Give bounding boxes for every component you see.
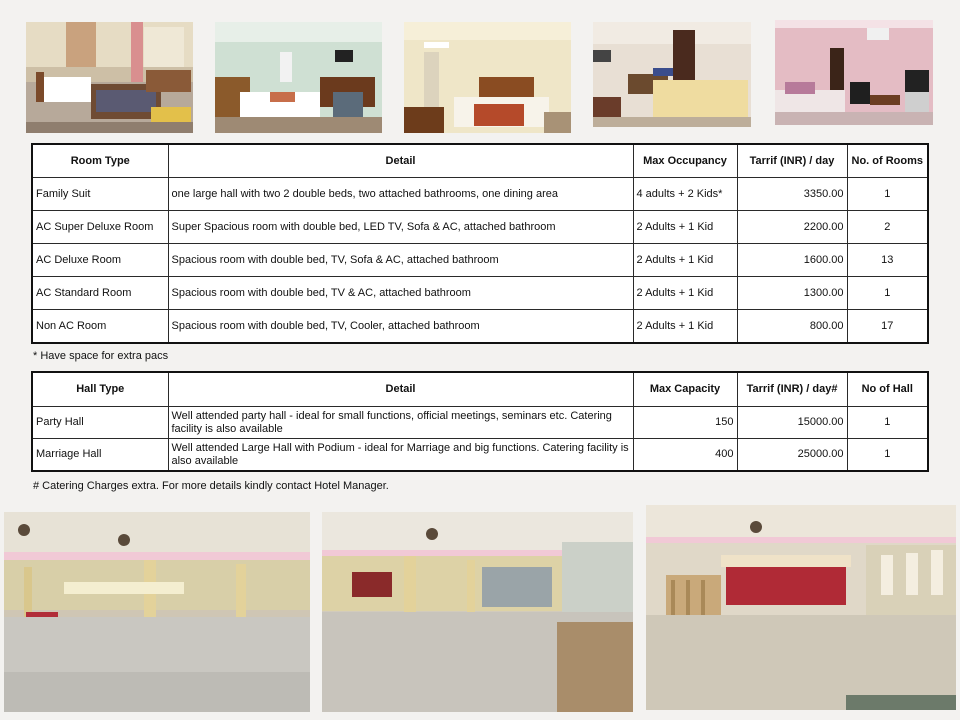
tariff-cell: 15000.00 — [737, 407, 847, 439]
detail-cell: Super Spacious room with double bed, LED TV, Sofa & AC, attached bathroom — [168, 211, 633, 244]
room-footnote: * Have space for extra pacs — [33, 350, 169, 362]
occupancy-cell: 2 Adults + 1 Kid — [633, 244, 737, 277]
col-header-max-occupancy: Max Occupancy — [633, 144, 737, 178]
count-cell: 1 — [847, 277, 928, 310]
tariff-cell: 25000.00 — [737, 439, 847, 472]
marriage-hall-photo — [646, 505, 956, 710]
col-header-no-of-rooms: No. of Rooms — [847, 144, 928, 178]
col-header-hall-type: Hall Type — [32, 372, 168, 407]
count-cell: 1 — [847, 439, 928, 472]
table-row — [32, 277, 928, 310]
detail-cell: Spacious room with double bed, TV, Cooler, attached bathroom — [168, 310, 633, 344]
capacity-cell: 400 — [633, 439, 737, 472]
tariff-cell: 800.00 — [737, 310, 847, 344]
col-header-detail: Detail — [168, 372, 633, 407]
tariff-cell: 1600.00 — [737, 244, 847, 277]
hall-table-header-row — [32, 372, 928, 407]
occupancy-cell: 2 Adults + 1 Kid — [633, 277, 737, 310]
party-hall-photo-2 — [322, 512, 633, 712]
col-header-tariff: Tarrif (INR) / day# — [737, 372, 847, 407]
hall-type-cell: Party Hall — [32, 407, 168, 439]
detail-cell: one large hall with two 2 double beds, two attached bathrooms, one dining area — [168, 178, 633, 211]
table-row — [32, 244, 928, 277]
detail-cell: Spacious room with double bed, TV & AC, attached bathroom — [168, 277, 633, 310]
table-row — [32, 178, 928, 211]
detail-cell: Well attended Large Hall with Podium - ideal for Marriage and big functions. Catering facility is also available — [168, 439, 633, 472]
room-type-cell: Family Suit — [32, 178, 168, 211]
hall-type-table — [31, 371, 929, 472]
detail-cell: Well attended party hall - ideal for small functions, official meetings, seminars etc. Catering facility is also available — [168, 407, 633, 439]
count-cell: 1 — [847, 178, 928, 211]
standard-room-photo — [593, 22, 751, 127]
non-ac-room-photo — [775, 20, 933, 125]
room-type-cell: AC Deluxe Room — [32, 244, 168, 277]
family-suit-photo — [26, 22, 193, 133]
capacity-cell: 150 — [633, 407, 737, 439]
room-table-header-row — [32, 144, 928, 178]
count-cell: 2 — [847, 211, 928, 244]
occupancy-cell: 4 adults + 2 Kids* — [633, 178, 737, 211]
table-row — [32, 211, 928, 244]
room-type-table — [31, 143, 929, 344]
tariff-cell: 2200.00 — [737, 211, 847, 244]
count-cell: 17 — [847, 310, 928, 344]
occupancy-cell: 2 Adults + 1 Kid — [633, 211, 737, 244]
hall-type-cell: Marriage Hall — [32, 439, 168, 472]
count-cell: 13 — [847, 244, 928, 277]
detail-cell: Spacious room with double bed, TV, Sofa & AC, attached bathroom — [168, 244, 633, 277]
table-row — [32, 407, 928, 439]
occupancy-cell: 2 Adults + 1 Kid — [633, 310, 737, 344]
col-header-room-type: Room Type — [32, 144, 168, 178]
hall-footnote: # Catering Charges extra. For more details kindly contact Hotel Manager. — [33, 480, 389, 492]
col-header-no-of-hall: No of Hall — [847, 372, 928, 407]
room-type-cell: AC Standard Room — [32, 277, 168, 310]
room-type-cell: AC Super Deluxe Room — [32, 211, 168, 244]
super-deluxe-room-photo — [215, 22, 382, 133]
table-row — [32, 310, 928, 344]
tariff-cell: 3350.00 — [737, 178, 847, 211]
col-header-tariff: Tarrif (INR) / day — [737, 144, 847, 178]
count-cell: 1 — [847, 407, 928, 439]
col-header-max-capacity: Max Capacity — [633, 372, 737, 407]
table-row — [32, 439, 928, 472]
col-header-detail: Detail — [168, 144, 633, 178]
party-hall-photo-1 — [4, 512, 310, 712]
deluxe-room-photo — [404, 22, 571, 133]
room-type-cell: Non AC Room — [32, 310, 168, 344]
tariff-cell: 1300.00 — [737, 277, 847, 310]
